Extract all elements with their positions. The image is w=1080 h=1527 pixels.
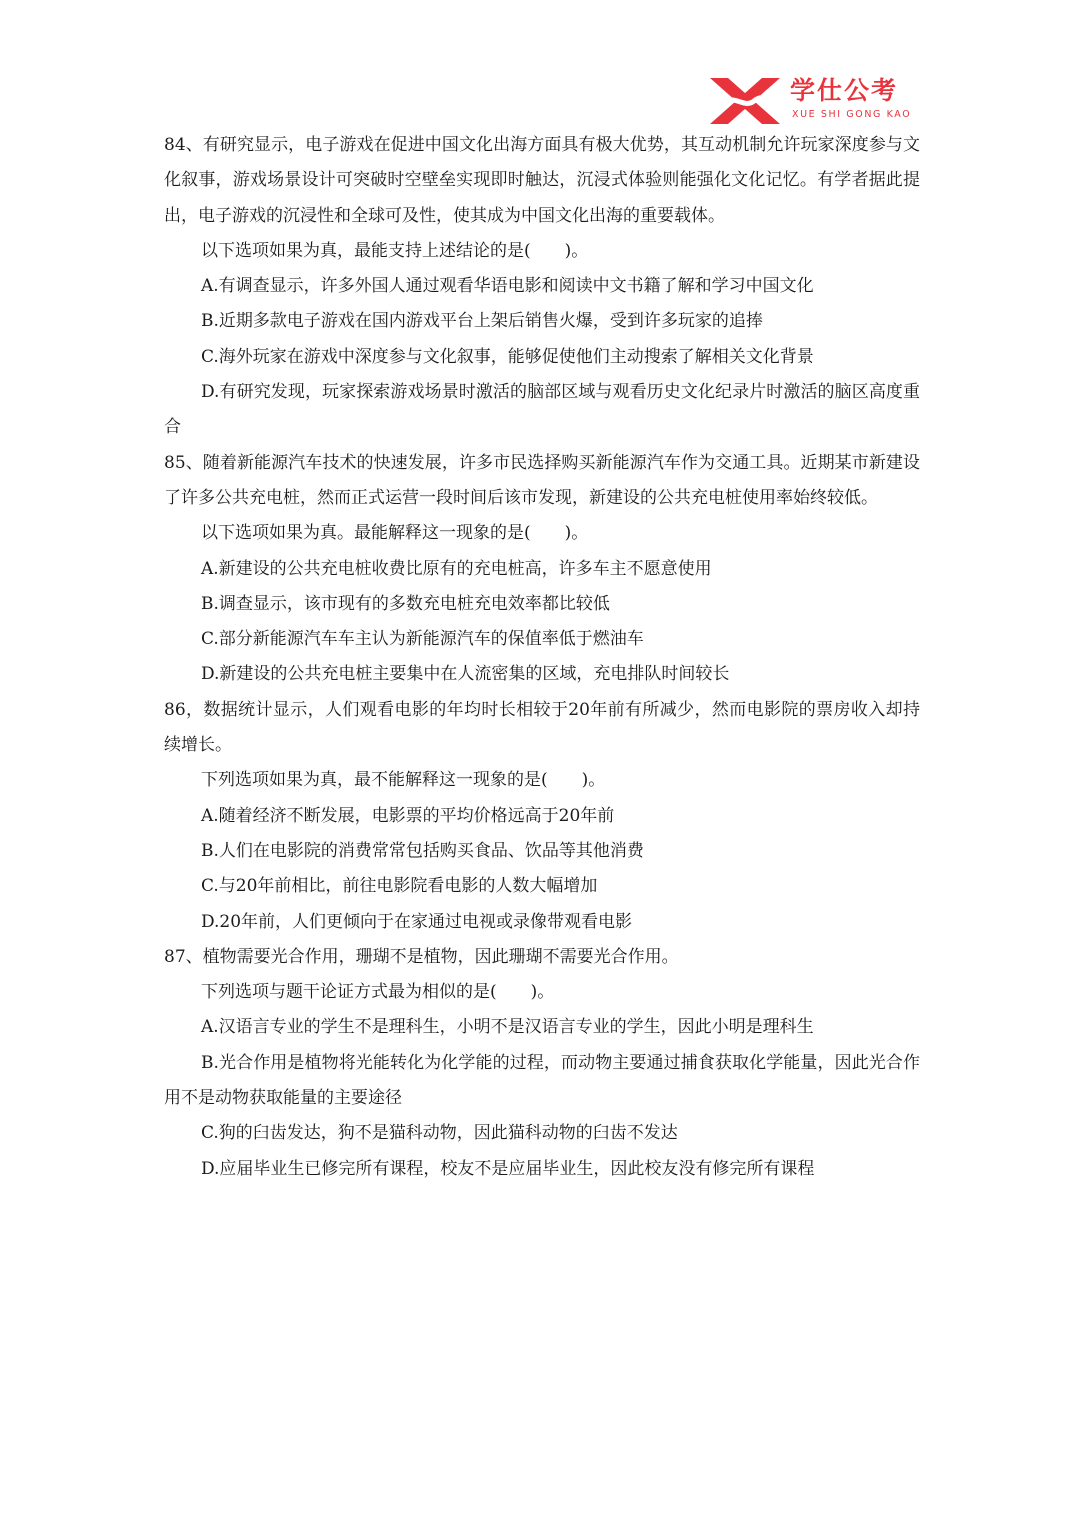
q87-option-b: B.光合作用是植物将光能转化为化学能的过程，而动物主要通过捕食获取化学能量，因此光合作用不是动物获取能量的主要途径 [164,1052,920,1109]
q84-prompt: 以下选项如果为真，最能支持上述结论的是( )。 [201,240,589,261]
q85-option-d: D.新建设的公共充电桩主要集中在人流密集的区域，充电排队时间较长 [201,664,730,685]
q87-option-c: C.狗的臼齿发达，狗不是猫科动物，因此猫科动物的臼齿不发达 [201,1123,678,1144]
brand-logo [708,74,923,130]
q84-stem: 84、有研究显示，电子游戏在促进中国文化出海方面具有极大优势，其互动机制允许玩家深度参与文化叙事，游戏场景设计可突破时空壁垒实现即时触达，沉浸式体验则能强化文化记忆。有学者据此提出，电子游戏的沉浸性和全球可及性，使其成为中国文化出海的重要载体。 [164,135,920,226]
logo-chinese-name: 学仕公考 [790,76,899,105]
q84-option-c: C.海外玩家在游戏中深度参与文化叙事，能够促使他们主动搜索了解相关文化背景 [201,346,814,367]
q86-option-c: C.与20年前相比，前往电影院看电影的人数大幅增加 [201,876,598,897]
q86-option-a: A.随着经济不断发展，电影票的平均价格远高于20年前 [201,805,615,826]
q87-prompt: 下列选项与题干论证方式最为相似的是( )。 [201,982,555,1003]
q84-option-a: A.有调查显示，许多外国人通过观看华语电影和阅读中文书籍了解和学习中国文化 [201,276,814,297]
q84-option-b: B.近期多款电子游戏在国内游戏平台上架后销售火爆，受到许多玩家的追捧 [201,311,763,332]
q85-stem: 85、随着新能源汽车技术的快速发展，许多市民选择购买新能源汽车作为交通工具。近期某市新建设了许多公共充电桩，然而正式运营一段时间后该市发现，新建设的公共充电桩使用率始终较低。 [164,452,920,508]
q87-stem: 87、植物需要光合作用，珊瑚不是植物，因此珊瑚不需要光合作用。 [164,946,679,967]
q86-stem: 86，数据统计显示，人们观看电影的年均时长相较于20年前有所减少，然而电影院的票房收入却持续增长。 [164,699,920,756]
q86-option-d: D.20年前，人们更倾向于在家通过电视或录像带观看电影 [201,911,633,932]
q87-option-a: A.汉语言专业的学生不是理科生，小明不是汉语言专业的学生，因此小明是理科生 [201,1017,814,1038]
logo-pinyin: XUE SHI GONG KAO [792,109,912,120]
question-content [164,128,920,1187]
q85-option-b: B.调查显示，该市现有的多数充电桩充电效率都比较低 [201,593,610,614]
q85-option-a: A.新建设的公共充电桩收费比原有的充电桩高，许多车主不愿意使用 [201,558,712,579]
q87-option-d: D.应届毕业生已修完所有课程，校友不是应届毕业生，因此校友没有修完所有课程 [201,1158,815,1179]
q85-option-c: C.部分新能源汽车车主认为新能源汽车的保值率低于燃油车 [201,629,644,650]
q85-prompt: 以下选项如果为真。最能解释这一现象的是( )。 [201,523,589,544]
q84-option-d: D.有研究发现，玩家探索游戏场景时激活的脑部区域与观看历史文化纪录片时激活的脑区高度重合 [164,382,920,438]
q86-prompt: 下列选项如果为真，最不能解释这一现象的是( )。 [201,770,606,791]
q86-option-b: B.人们在电影院的消费常常包括购买食品、饮品等其他消费 [201,840,644,861]
logo-x-icon [708,76,782,126]
